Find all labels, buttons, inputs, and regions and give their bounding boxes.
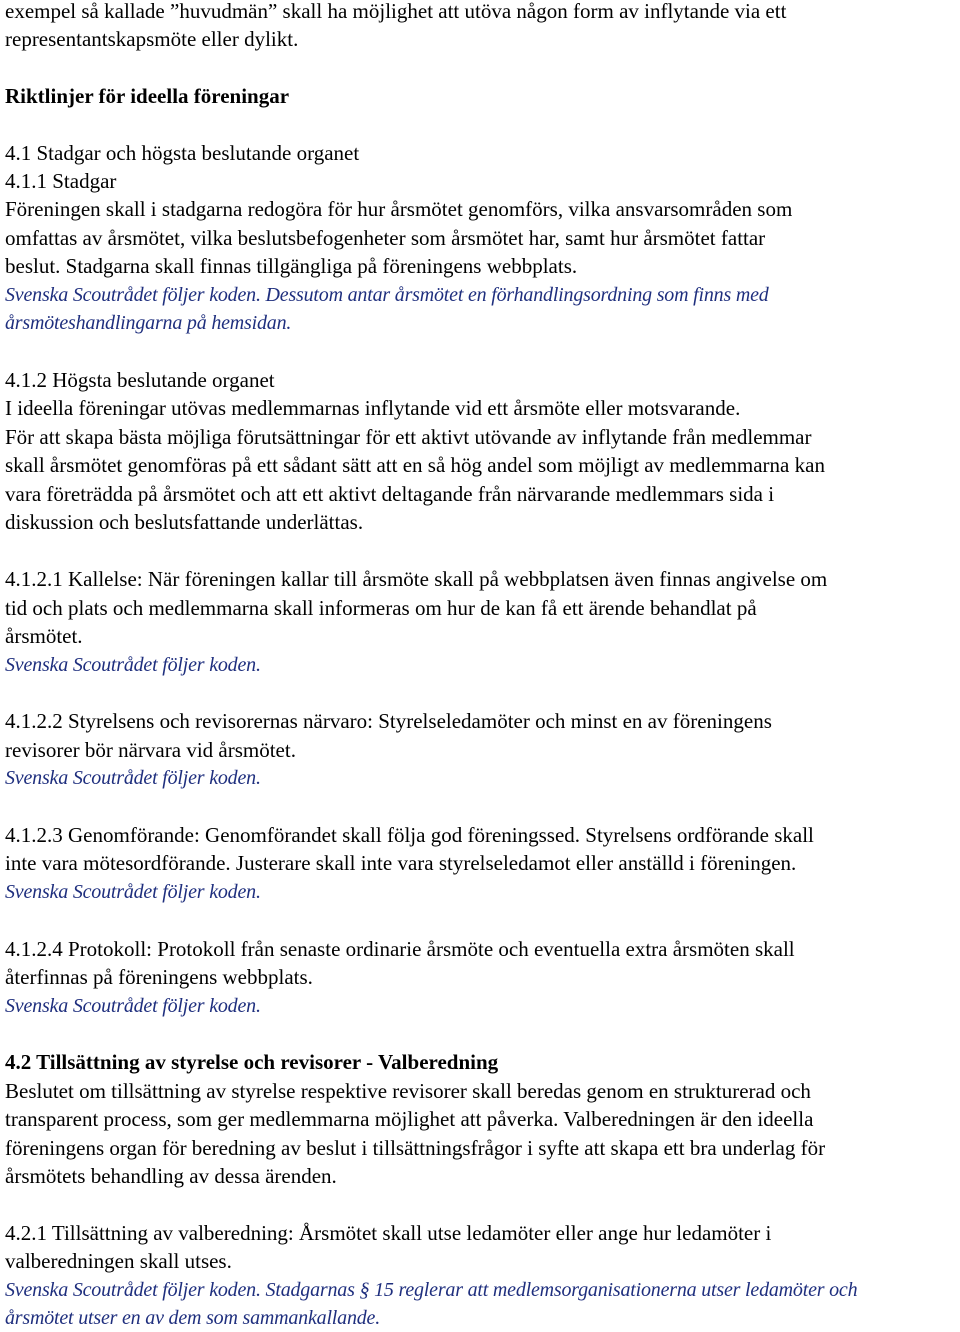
heading-4-1: 4.1 Stadgar och högsta beslutande organet xyxy=(5,141,360,165)
paragraph-line: transparent process, som ger medlemmarna möjlighet att påverka. Valberedningen är den ideella xyxy=(5,1107,814,1131)
paragraph-line: 4.1.2.2 Styrelsens och revisorernas närvaro: Styrelseledamöter och minst en av föreningens xyxy=(5,709,772,733)
heading-4-1-1: 4.1.1 Stadgar xyxy=(5,169,117,193)
scoutradet-note: Svenska Scoutrådet följer koden. Stadgarnas § 15 reglerar att medlemsorganisationerna utser ledamöter och xyxy=(5,1279,858,1301)
paragraph-line: 4.2.1 Tillsättning av valberedning: Årsmötet skall utse ledamöter eller ange hur ledamöter i xyxy=(5,1221,772,1245)
scoutradet-note: Svenska Scoutrådet följer koden. xyxy=(5,767,261,789)
scoutradet-note: årsmötet utser en av dem som sammankallande. xyxy=(5,1307,381,1329)
paragraph-line: 4.1.2.1 Kallelse: När föreningen kallar till årsmöte skall på webbplatsen även finnas angivelse om xyxy=(5,567,828,591)
paragraph-line: I ideella föreningar utövas medlemmarnas inflytande vid ett årsmöte eller motsvarande. xyxy=(5,396,741,420)
heading-4-1-2: 4.1.2 Högsta beslutande organet xyxy=(5,368,275,392)
paragraph-line: tid och plats och medlemmarna skall informeras om hur de kan få ett ärende behandlat på xyxy=(5,596,757,620)
intro-line-2: representantskapsmöte eller dylikt. xyxy=(5,27,299,51)
paragraph-line: föreningens organ för beredning av beslut i tillsättningsfrågor i syfte att skapa ett bra underlag för xyxy=(5,1136,826,1160)
scoutradet-note: Svenska Scoutrådet följer koden. xyxy=(5,881,261,903)
heading-4-2: 4.2 Tillsättning av styrelse och revisorer - Valberedning xyxy=(5,1050,499,1074)
paragraph-line: beslut. Stadgarna skall finnas tillgängliga på föreningens webbplats. xyxy=(5,254,578,278)
paragraph-line: årsmötet. xyxy=(5,624,83,648)
paragraph-line: revisorer bör närvara vid årsmötet. xyxy=(5,738,296,762)
paragraph-line: inte vara mötesordförande. Justerare skall inte vara styrelseledamot eller anställd i föreningen. xyxy=(5,851,797,875)
scoutradet-note: årsmöteshandlingarna på hemsidan. xyxy=(5,312,292,334)
paragraph-line: omfattas av årsmötet, vilka beslutsbefogenheter som årsmötet har, samt hur årsmötet fattar xyxy=(5,226,766,250)
scoutradet-note: Svenska Scoutrådet följer koden. xyxy=(5,995,261,1017)
scoutradet-note: Svenska Scoutrådet följer koden. xyxy=(5,654,261,676)
paragraph-line: För att skapa bästa möjliga förutsättningar för ett aktivt utövande av inflytande från medlemmar xyxy=(5,425,812,449)
paragraph-line: valberedningen skall utses. xyxy=(5,1249,232,1273)
heading-riktlinjer: Riktlinjer för ideella föreningar xyxy=(5,84,290,108)
paragraph-line: Föreningen skall i stadgarna redogöra för hur årsmötet genomförs, vilka ansvarsområden som xyxy=(5,197,793,221)
paragraph-line: skall årsmötet genomföras på ett sådant sätt att en så hög andel som möjligt av medlemmarna kan xyxy=(5,453,825,477)
scoutradet-note: Svenska Scoutrådet följer koden. Dessutom antar årsmötet en förhandlingsordning som finns med xyxy=(5,284,769,306)
paragraph-line: 4.1.2.4 Protokoll: Protokoll från senaste ordinarie årsmöte och eventuella extra årsmöten skall xyxy=(5,937,795,961)
intro-line-1: exempel så kallade ”huvudmän” skall ha möjlighet att utöva någon form av inflytande via ett xyxy=(5,0,787,23)
paragraph-line: 4.1.2.3 Genomförande: Genomförandet skall följa god föreningssed. Styrelsens ordförande skall xyxy=(5,823,814,847)
paragraph-line: diskussion och beslutsfattande underlättas. xyxy=(5,510,364,534)
paragraph-line: Beslutet om tillsättning av styrelse respektive revisorer skall beredas genom en strukturerad och xyxy=(5,1079,811,1103)
paragraph-line: återfinnas på föreningens webbplats. xyxy=(5,965,313,989)
paragraph-line: vara företrädda på årsmötet och att ett aktivt deltagande från närvarande medlemmars sida i xyxy=(5,482,775,506)
paragraph-line: årsmötets behandling av dessa ärenden. xyxy=(5,1164,337,1188)
